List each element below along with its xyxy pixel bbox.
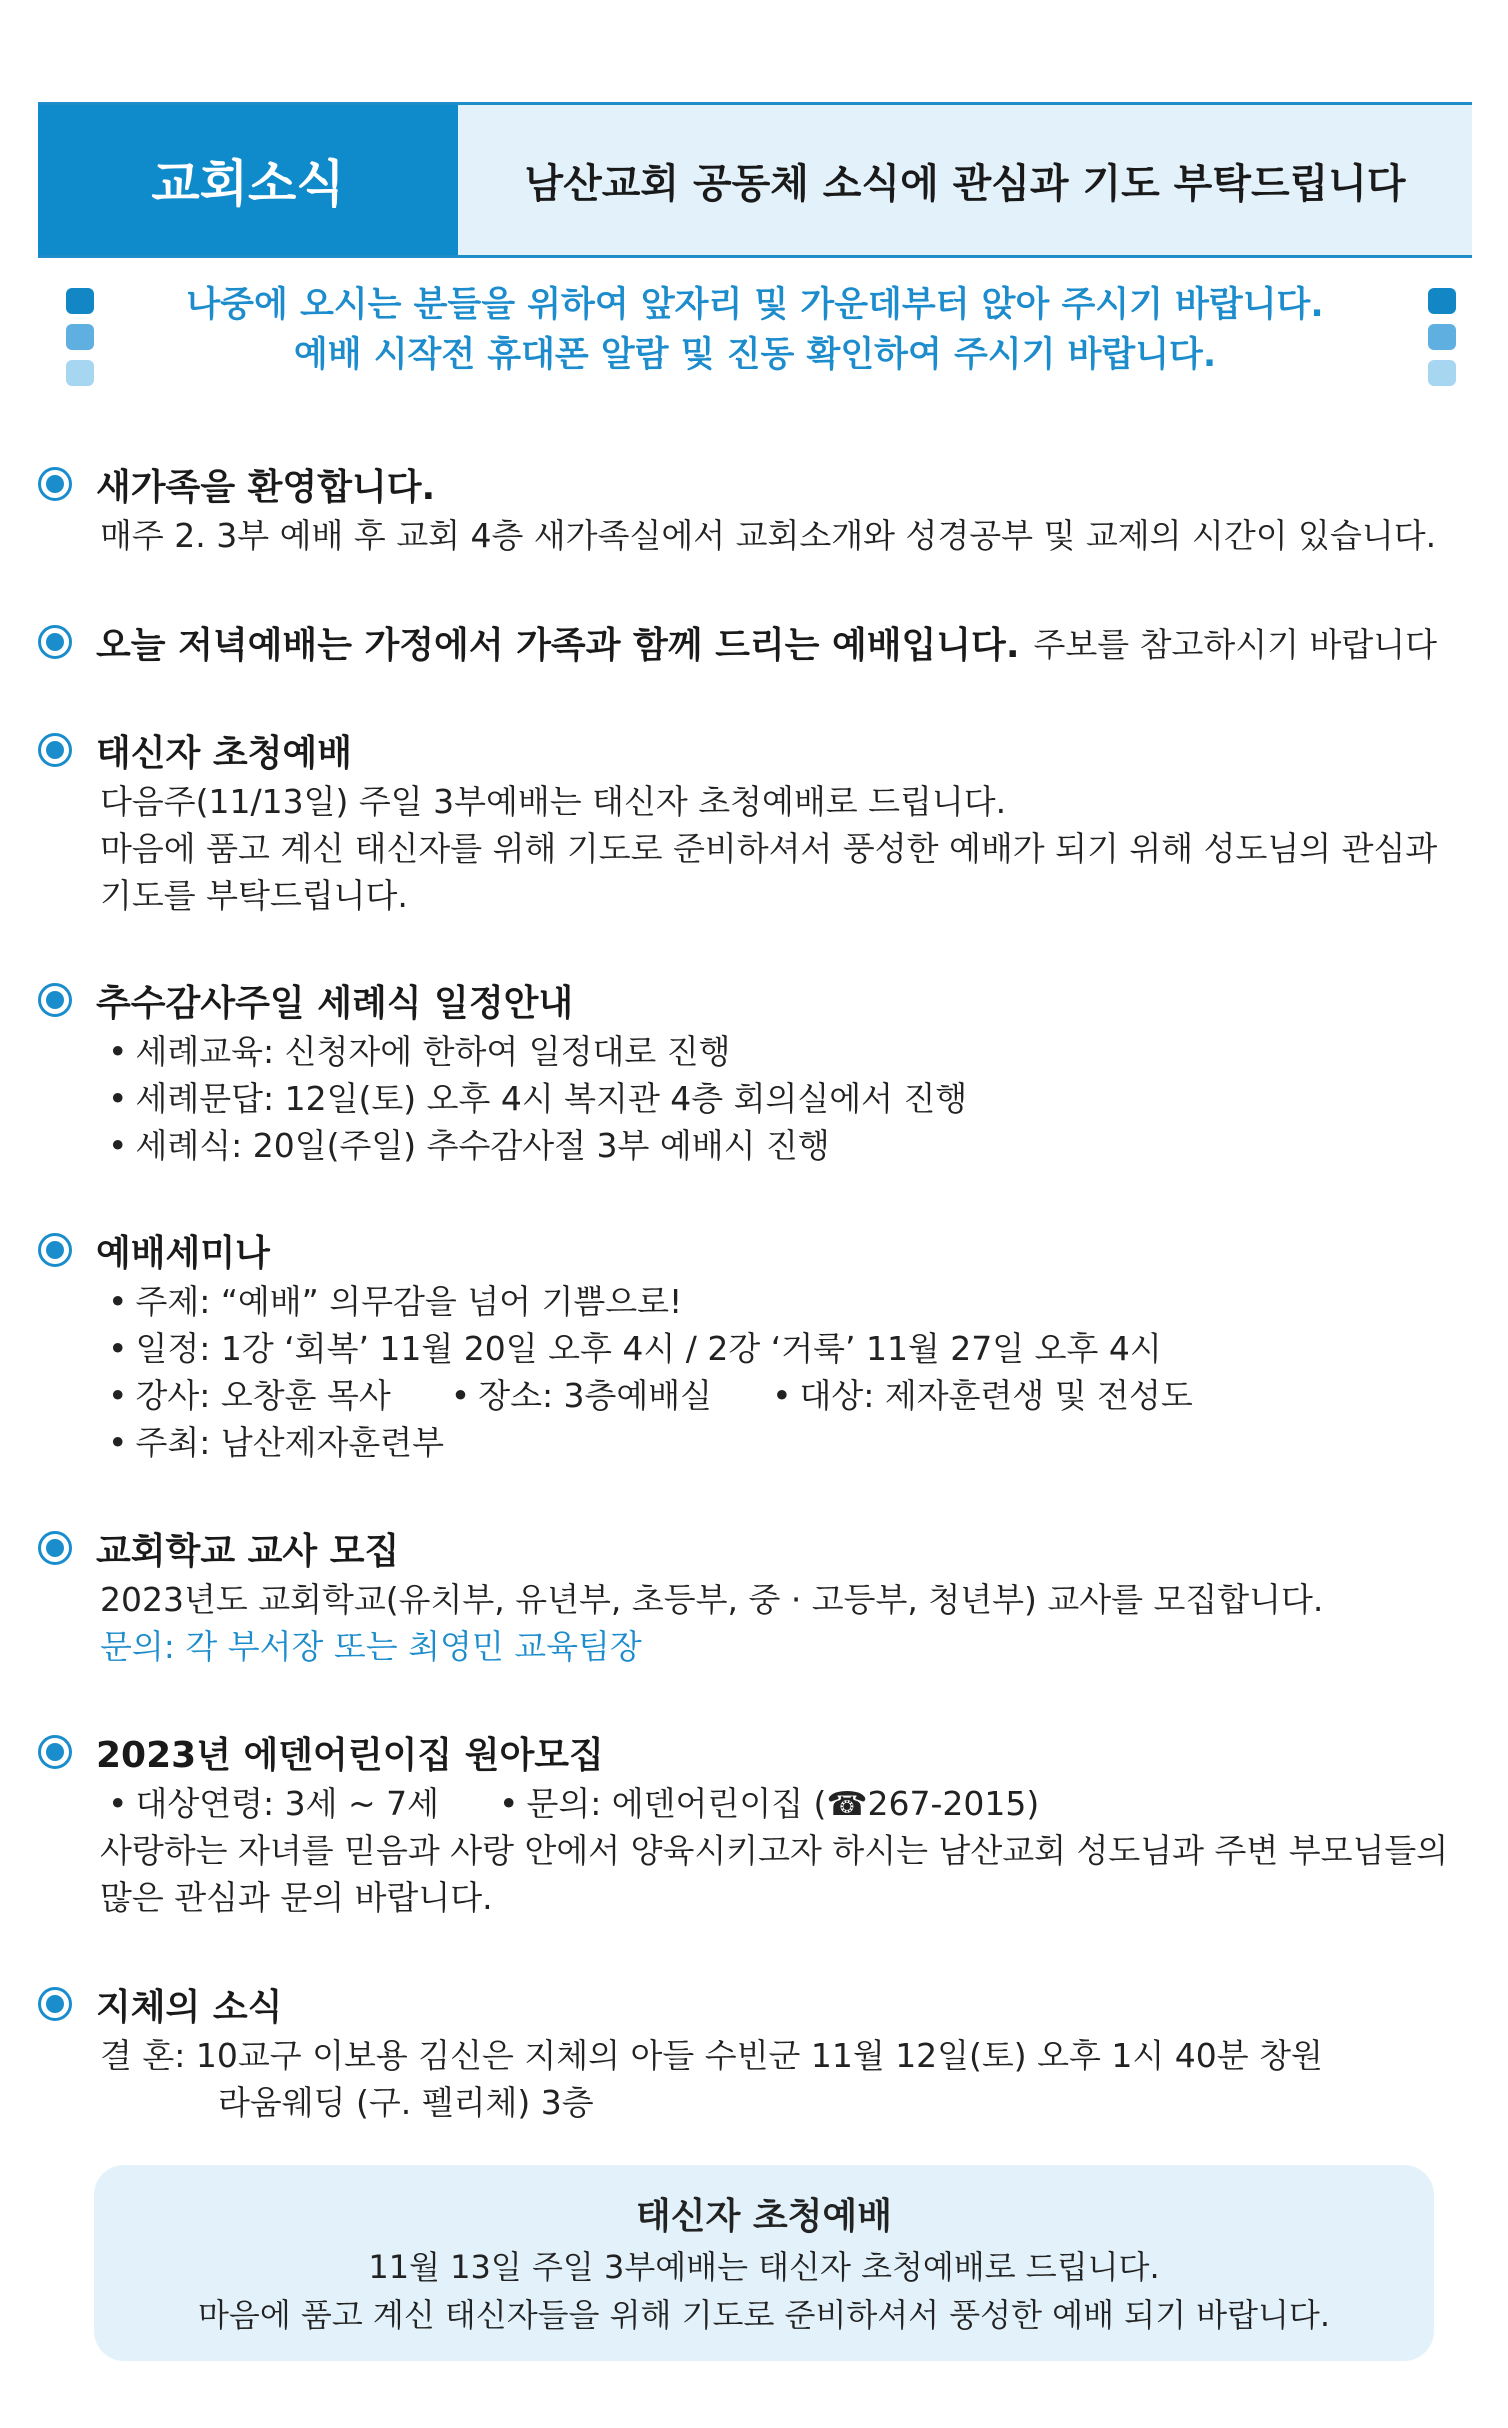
list-item: • 대상연령: 3세 ~ 7세	[108, 1780, 439, 1827]
bullet-circle-icon	[38, 983, 72, 1017]
notice-line-2: 예배 시작전 휴대폰 알람 및 진동 확인하여 주시기 바랍니다.	[293, 335, 1217, 375]
footer-line: 11월 13일 주일 3부예배는 태신자 초청예배로 드립니다.	[368, 2248, 1160, 2286]
decor-squares-left	[66, 288, 96, 396]
footer-box	[94, 2165, 1434, 2361]
section-invite	[38, 722, 1472, 919]
section-evening	[38, 614, 1472, 670]
section-seminar	[38, 1222, 1472, 1466]
list-item: • 세례교육: 신청자에 한하여 일정대로 진행	[108, 1028, 1472, 1075]
bullet-circle-icon	[38, 1987, 72, 2021]
footer-line: 마음에 품고 계신 태신자들을 위해 기도로 준비하셔서 풍성한 예배 되기 바랍니다.	[198, 2296, 1330, 2334]
bullet-circle-icon	[38, 1531, 72, 1565]
list-item: • 문의: 에덴어린이집 (☎267-2015)	[499, 1780, 1039, 1827]
section-title: 추수감사주일 세례식 일정안내	[96, 982, 574, 1024]
section-title: 지체의 소식	[96, 1986, 283, 2028]
section-body: 2023년도 교회학교(유치부, 유년부, 초등부, 중 · 고등부, 청년부) 교사를 모집합니다.	[100, 1580, 1324, 1619]
section-label: 교회소식	[38, 105, 458, 255]
section-line: 사랑하는 자녀를 믿음과 사랑 안에서 양육시키고자 하시는 남산교회 성도님과 주변 부모님들의	[100, 1831, 1449, 1870]
section-line: 기도를 부탁드립니다.	[100, 876, 408, 915]
header-subtitle: 남산교회 공동체 소식에 관심과 기도 부탁드립니다	[524, 160, 1406, 207]
section-teachers	[38, 1520, 1472, 1670]
list-item: • 대상: 제자훈련생 및 전성도	[772, 1372, 1193, 1419]
list-item: • 장소: 3층예배실	[451, 1372, 712, 1419]
footer-title: 태신자 초청예배	[636, 2196, 892, 2237]
section-line: 많은 관심과 문의 바랍니다.	[100, 1878, 493, 1917]
section-line: 라움웨딩 (구. 펠리체) 3층	[218, 2083, 594, 2122]
section-baptism	[38, 972, 1472, 1169]
bullet-circle-icon	[38, 625, 72, 659]
contact-line: 문의: 각 부서장 또는 최영민 교육팀장	[100, 1627, 642, 1666]
notice-line-1: 나중에 오시는 분들을 위하여 앞자리 및 가운데부터 앉아 주시기 바랍니다.	[186, 285, 1324, 325]
section-members	[38, 1976, 1472, 2126]
section-daycare	[38, 1724, 1472, 1921]
bullet-circle-icon	[38, 467, 72, 501]
bullet-circle-icon	[38, 733, 72, 767]
section-title: 2023년 에덴어린이집 원아모집	[96, 1734, 604, 1776]
section-title: 새가족을 환영합니다.	[96, 466, 436, 508]
section-line: 다음주(11/13일) 주일 3부예배는 태신자 초청예배로 드립니다.	[100, 782, 1007, 821]
list-item: • 세례식: 20일(주일) 추수감사절 3부 예배시 진행	[108, 1122, 1472, 1169]
list-item: • 주최: 남산제자훈련부	[108, 1419, 1472, 1466]
header-bar	[38, 102, 1472, 258]
list-item: • 주제: “예배” 의무감을 넘어 기쁨으로!	[108, 1278, 1472, 1325]
bullet-circle-icon	[38, 1233, 72, 1267]
section-title: 예배세미나	[96, 1232, 270, 1274]
decor-squares-right	[1428, 288, 1458, 396]
section-title: 태신자 초청예배	[96, 732, 352, 774]
list-item: • 일정: 1강 ‘회복’ 11월 20일 오후 4시 / 2강 ‘거룩’ 11월 27일 오후 4시	[108, 1325, 1472, 1372]
bullet-circle-icon	[38, 1735, 72, 1769]
list-item: • 강사: 오창훈 목사	[108, 1372, 391, 1419]
section-title: 오늘 저녁예배는 가정에서 가족과 함께 드리는 예배입니다.	[96, 624, 1020, 666]
section-line: 결 혼: 10교구 이보용 김신은 지체의 아들 수빈군 11월 12일(토) 오후 1시 40분 창원	[100, 2036, 1323, 2075]
section-line: 마음에 품고 계신 태신자를 위해 기도로 준비하셔서 풍성한 예배가 되기 위해 성도님의 관심과	[100, 829, 1438, 868]
notice-box	[38, 280, 1472, 400]
section-newfamily	[38, 456, 1472, 559]
section-trail: 주보를 참고하시기 바랍니다	[1033, 624, 1438, 664]
section-title: 교회학교 교사 모집	[96, 1530, 400, 1572]
list-item: • 세례문답: 12일(토) 오후 4시 복지관 4층 회의실에서 진행	[108, 1075, 1472, 1122]
section-body: 매주 2. 3부 예배 후 교회 4층 새가족실에서 교회소개와 성경공부 및 교제의 시간이 있습니다.	[100, 516, 1437, 555]
